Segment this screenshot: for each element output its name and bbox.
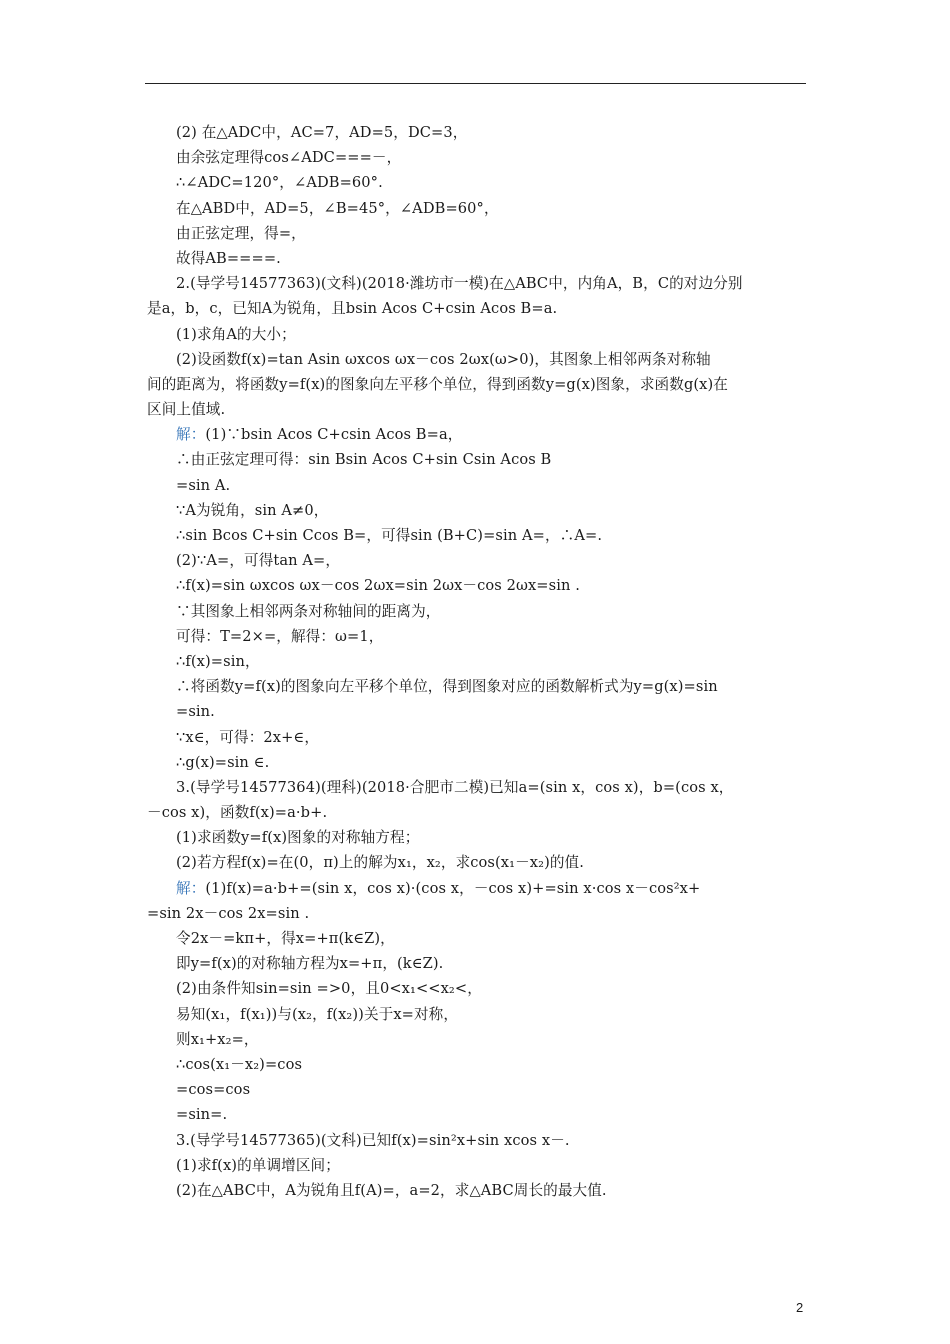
line-text: =cos=cos (176, 1081, 251, 1099)
text-line (147, 624, 807, 649)
line-text: －cos x)，函数f(x)=a·b+. (147, 804, 328, 822)
text-line (147, 1052, 807, 1077)
text-line (147, 1102, 807, 1127)
text-line (147, 221, 807, 246)
line-text: (2)若方程f(x)=在(0，π)上的解为x₁，x₂，求cos(x₁－x₂)的值. (176, 854, 584, 872)
line-text: 是a，b，c，已知A为锐角，且bsin Acos C+csin Acos B=a. (147, 300, 558, 318)
line-text: 易知(x₁，f(x₁))与(x₂，f(x₂))关于x=对称， (176, 1005, 459, 1023)
line-text: ∵x∈，可得：2x+∈， (176, 728, 320, 746)
line-text: 故得AB====. (176, 249, 281, 267)
text-line (147, 876, 807, 901)
line-text: (1)求f(x)的单调增区间； (176, 1156, 340, 1174)
line-text: (2) 在△ADC中，AC=7，AD=5，DC=3， (176, 124, 468, 141)
line-text: (1)求函数y=f(x)图象的对称轴方程； (176, 829, 420, 847)
text-line (147, 246, 807, 271)
text-line (147, 725, 807, 750)
solution-label: 解： (176, 426, 206, 444)
text-line (147, 523, 807, 548)
text-line (147, 170, 807, 195)
line-text: (1)∵bsin Acos C+csin Acos B=a， (205, 426, 463, 444)
text-line (147, 901, 807, 926)
text-line (147, 1153, 807, 1178)
text-line (147, 800, 807, 825)
text-line (147, 825, 807, 850)
line-text: (2)由条件知sin=sin =>0，且0<x₁<<x₂<， (176, 980, 482, 998)
text-line (147, 296, 807, 321)
text-line (147, 372, 807, 397)
line-text: 可得：T=2×=，解得：ω=1， (176, 627, 384, 645)
line-text: 由正弦定理，得=， (176, 224, 306, 242)
line-text: ∴由正弦定理可得：sin Bsin Acos C+sin Csin Acos B (176, 451, 552, 469)
line-text: ∵A为锐角，sin A≠0， (176, 501, 329, 519)
text-line (147, 699, 807, 724)
line-text: =sin. (176, 703, 215, 721)
line-text: 2.(导学号14577363)(文科)(2018·潍坊市一模)在△ABC中，内角A，B，C的对边分别 (176, 275, 743, 293)
solution-label: 解： (176, 879, 206, 897)
line-text: ∴cos(x₁－x₂)=cos (176, 1055, 303, 1073)
line-text: 则x₁+x₂=， (176, 1030, 259, 1048)
text-line (147, 1178, 807, 1203)
text-line (147, 976, 807, 1001)
text-line (147, 1027, 807, 1052)
line-text: ∵其图象上相邻两条对称轴间的距离为， (176, 602, 441, 620)
text-line (147, 1128, 807, 1153)
text-line (147, 951, 807, 976)
text-line (147, 322, 807, 347)
line-text: (2)∵A=，可得tan A=， (176, 552, 341, 570)
line-text: 间的距离为，将函数y=f(x)的图象向左平移个单位，得到函数y=g(x)图象，求函数g(x)在 (147, 375, 728, 393)
text-line (147, 750, 807, 775)
text-line (147, 649, 807, 674)
text-line (147, 271, 807, 296)
text-line (147, 1002, 807, 1027)
line-text: ∴∠ADC=120°，∠ADB=60°. (176, 174, 383, 192)
text-line (147, 599, 807, 624)
line-text: ∴sin Bcos C+sin Ccos B=，可得sin (B+C)=sin A=，∴A=. (176, 527, 603, 544)
text-line (147, 473, 807, 498)
text-line (147, 775, 807, 800)
text-line (147, 145, 807, 170)
line-text: (2)设函数f(x)=tan Asin ωxcos ωx－cos 2ωx(ω>0)，其图象上相邻两条对称轴 (176, 350, 711, 368)
text-line (147, 573, 807, 598)
text-line (147, 347, 807, 372)
text-line (147, 120, 807, 145)
text-line (147, 850, 807, 875)
text-line (147, 397, 807, 422)
text-line (147, 422, 807, 447)
text-line (147, 1077, 807, 1102)
text-line (147, 498, 807, 523)
line-text: 区间上值域. (147, 401, 226, 419)
line-text: 3.(导学号14577364)(理科)(2018·合肥市二模)已知a=(sin x，cos x)，b=(cos x， (176, 778, 734, 796)
text-line (147, 196, 807, 221)
text-line (147, 926, 807, 951)
line-text: 即y=f(x)的对称轴方程为x=+π，(k∈Z). (176, 955, 444, 973)
text-line (147, 447, 807, 472)
line-text: 3.(导学号14577365)(文科)已知f(x)=sin²x+sin xcos x－. (176, 1131, 570, 1149)
line-text: =sin 2x－cos 2x=sin . (147, 904, 310, 922)
text-line (147, 548, 807, 573)
line-text: ∴f(x)=sin ωxcos ωx－cos 2ωx=sin 2ωx－cos 2ωx=sin . (176, 577, 580, 595)
line-text: =sin A. (176, 476, 231, 494)
line-text: ∴g(x)=sin ∈. (176, 753, 270, 771)
line-text: (1)求角A的大小； (176, 325, 296, 343)
line-text: 令2x－=kπ+，得x=+π(k∈Z)， (176, 930, 395, 947)
page-number: 2 (796, 1300, 804, 1315)
line-text: 由余弦定理得cos∠ADC===－， (176, 149, 402, 167)
header-rule (145, 83, 806, 84)
line-text: ∴将函数y=f(x)的图象向左平移个单位，得到图象对应的函数解析式为y=g(x)=sin (176, 678, 718, 696)
line-text: =sin=. (176, 1106, 228, 1124)
line-text: (2)在△ABC中，A为锐角且f(A)=，a=2，求△ABC周长的最大值. (176, 1181, 607, 1199)
text-line (147, 674, 807, 699)
line-text: ∴f(x)=sin， (176, 652, 260, 670)
document-body (147, 120, 807, 1203)
line-text: 在△ABD中，AD=5，∠B=45°，∠ADB=60°， (176, 199, 499, 217)
line-text: (1)f(x)=a·b+=(sin x，cos x)·(cos x，－cos x)+=sin x·cos x－cos²x+ (205, 879, 701, 897)
